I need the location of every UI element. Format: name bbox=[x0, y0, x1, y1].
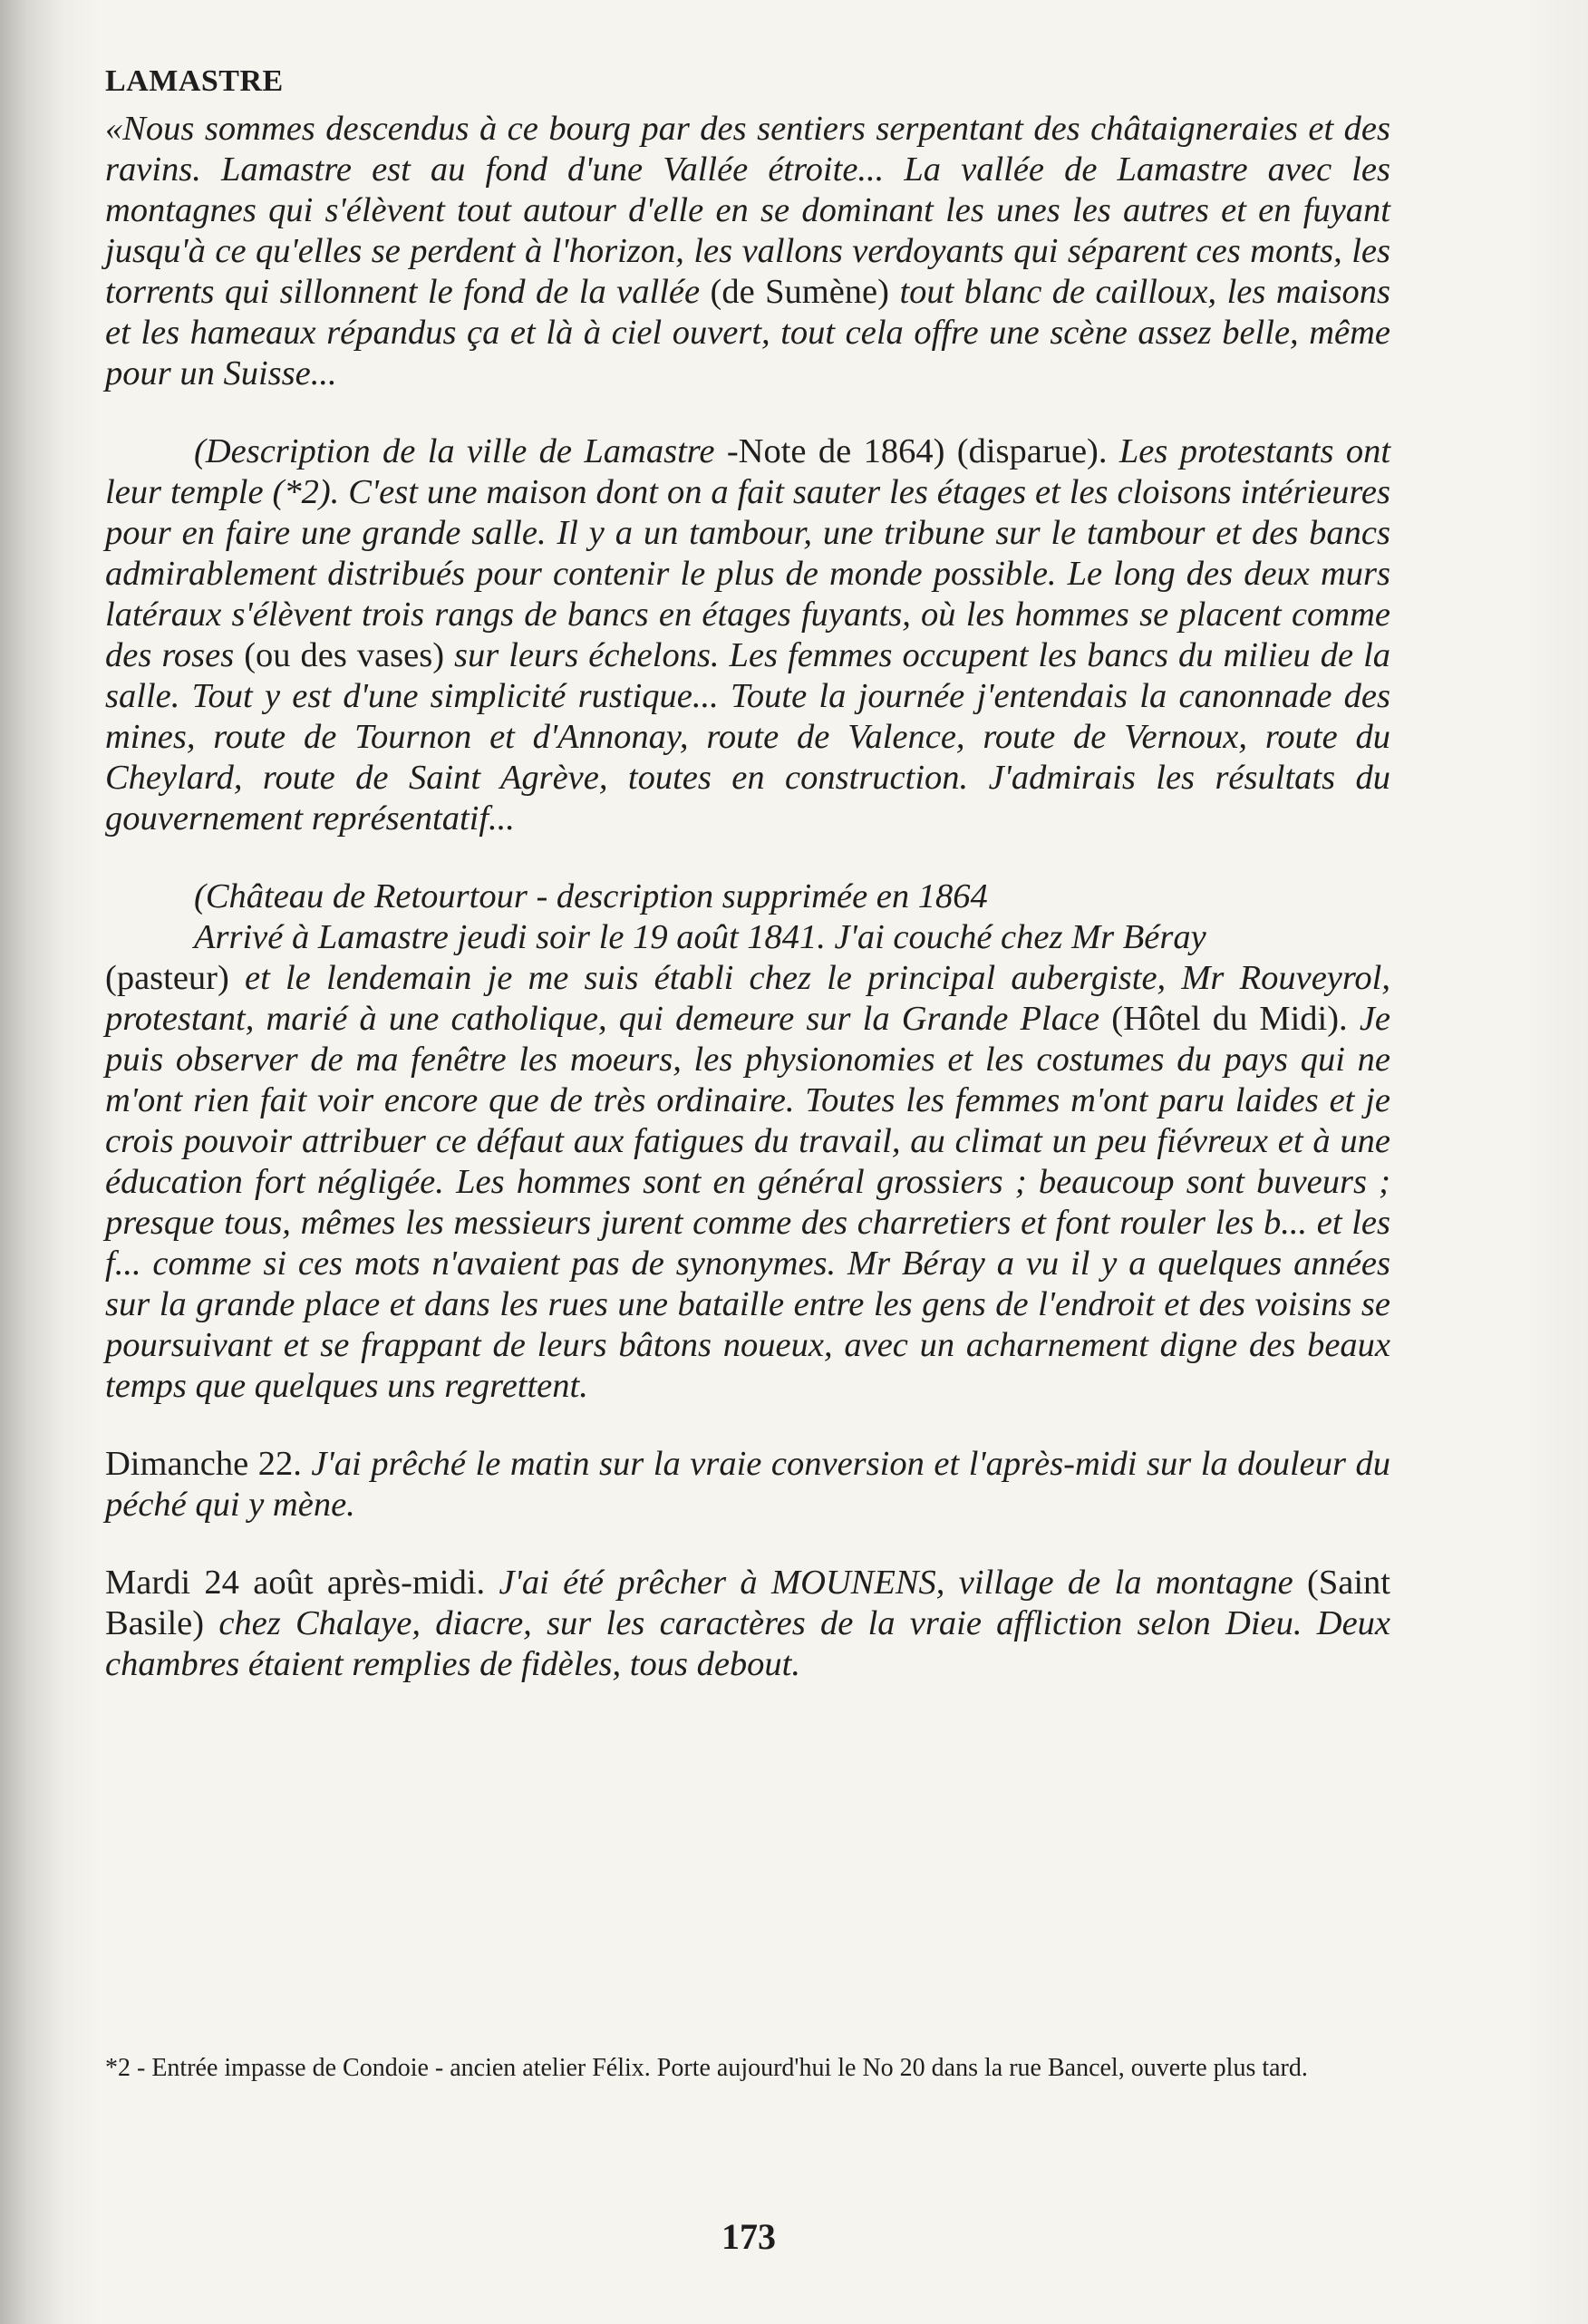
paragraph-tuesday bbox=[105, 1563, 1390, 1685]
quote-text-end: tout blanc de cailloux, les maisons et les hameaux répandus ça et là à ciel ouvert, tout cela offre une scène assez belle, même pour un Suisse... bbox=[105, 273, 1391, 392]
sunday-text: J'ai prêché le matin sur la vraie conversion et l'après-midi sur la douleur du péché qui y mène. bbox=[105, 1445, 1391, 1524]
chateau-line: (Château de Retourtour - description supprimée en 1864 bbox=[194, 877, 988, 915]
quote-paren: (de Sumène) bbox=[710, 273, 889, 311]
temple-note: -Note de 1864) (disparue). bbox=[726, 432, 1108, 470]
sunday-date: Dimanche 22. bbox=[105, 1445, 302, 1483]
temple-lead: (Description de la ville de Lamastre bbox=[194, 432, 715, 470]
paragraph-temple bbox=[105, 431, 1390, 839]
quote-text: «Nous sommes descendus à ce bourg par des sentiers serpentant des châtaigneraies et des ravins. Lamastre est au fond d'une Vallée étroite... La vallée de Lamastre avec les montagnes qui s'élèvent tout autour d'elle en se dominant les unes les autres et en fuyant jusqu'à ce qu'elles se perdent à l'horizon, les vallons verdoyants qui séparent ces monts, les torrents qui sillonnent le fond de la vallée bbox=[105, 110, 1390, 311]
paragraph-sunday bbox=[105, 1444, 1390, 1525]
tuesday-text: J'ai été prêcher à MOUNENS, village de la montagne bbox=[499, 1564, 1293, 1602]
tuesday-date: Mardi 24 août après-midi. bbox=[105, 1564, 486, 1602]
arrival-mid: et le lendemain je me suis établi chez le principal aubergiste, Mr Rouveyrol, protestant, marié à une catholique, qui demeure sur la Grande Place bbox=[105, 959, 1390, 1038]
tuesday-paren: (Saint Basile) bbox=[105, 1564, 1390, 1642]
arrival-end: Je puis observer de ma fenêtre les moeurs, les physionomies et les costumes du pays qui ne m'ont rien fait voir encore que de très ordinaire. Toutes les femmes m'ont paru laides et je crois pouvoir attribuer ce défaut aux fatigues du travail, au climat un peu fiévreux et à une éducation fort négligée. Les hommes sont en général grossiers ; beaucoup sont buveurs ; presque tous, mêmes les messieurs jurent comme des charretiers et font rouler les b... et les f... comme si ces mots n'avaient pas de synonymes. Mr Béray a vu il y a quelques années sur la grande place et dans les rues une bataille entre les gens de l'endroit et des voisins se poursuivant et se frappant de leurs bâtons noueux, avec un acharnement digne des beaux temps que quelques uns regrettent. bbox=[105, 1000, 1390, 1405]
temple-text: Les protestants ont leur temple (*2). C'est une maison dont on a fait sauter les étages et les cloisons intérieures pour en faire une grande salle. Il y a un tambour, une tribune sur le tambour et des bancs admirablement distribués pour contenir le plus de monde possible. Le long des deux murs latéraux s'élèvent trois rangs de bancs en étages fuyants, où les hommes se placent comme des roses bbox=[105, 432, 1391, 674]
tuesday-text-end: chez Chalaye, diacre, sur les caractères de la vraie affliction selon Dieu. Deux chambres étaient remplies de fidèles, tous debout. bbox=[105, 1604, 1390, 1683]
arrival-paren-1: (pasteur) bbox=[105, 959, 229, 997]
section-heading: LAMASTRE bbox=[105, 64, 284, 98]
page-number: 173 bbox=[721, 2216, 776, 2257]
footnote: *2 - Entrée impasse de Condoie - ancien atelier Félix. Porte aujourd'hui le No 20 dans la rue Bancel, ouverte plus tard. bbox=[105, 2054, 1308, 2082]
paragraph-quote bbox=[105, 109, 1390, 394]
temple-paren: (ou des vases) bbox=[244, 636, 445, 674]
paragraph-arrival bbox=[105, 876, 1390, 1407]
arrival-line: Arrivé à Lamastre jeudi soir le 19 août 1841. J'ai couché chez Mr Béray bbox=[194, 918, 1206, 956]
body-text bbox=[105, 54, 1390, 1685]
arrival-paren-2: (Hôtel du Midi). bbox=[1111, 1000, 1348, 1038]
temple-text-end: sur leurs échelons. Les femmes occupent les bancs du milieu de la salle. Tout y est d'une simplicité rustique... Toute la journée j'entendais la canonnade des mines, route de Tournon et d'Annonay, route de Valence, route de Vernoux, route du Cheylard, route de Saint Agrève, toutes en construction. J'admirais les résultats du gouvernement représentatif... bbox=[105, 636, 1391, 838]
